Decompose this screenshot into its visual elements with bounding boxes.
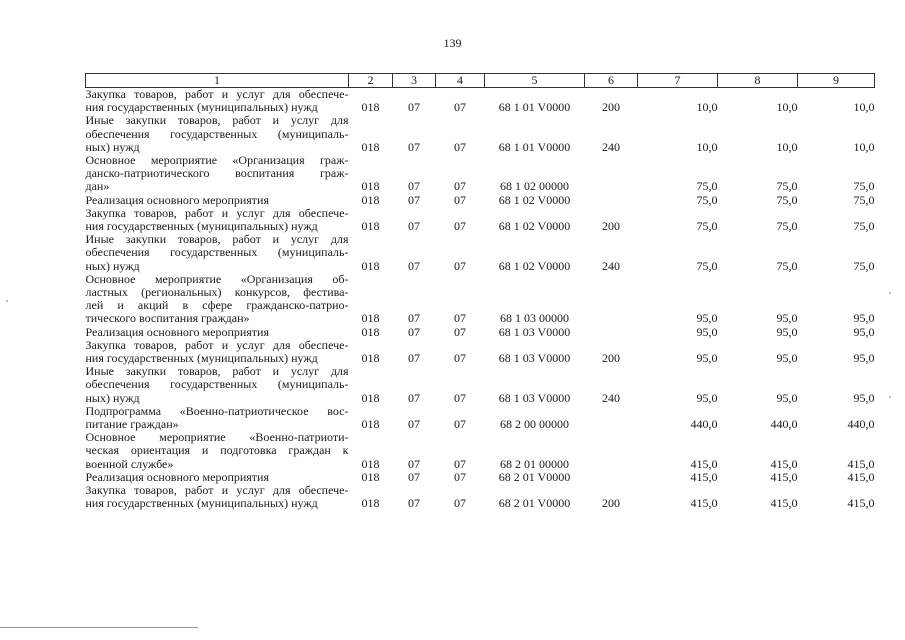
expense-type-cell xyxy=(585,273,638,326)
item-name-line: Основное мероприятие «Военно-патриоти- xyxy=(85,430,349,445)
expense-type-cell: 200 xyxy=(602,351,620,366)
table-row xyxy=(86,154,875,194)
ministry-code-cell: 018 xyxy=(361,469,380,484)
ministry-code-cell: 018 xyxy=(361,417,380,432)
target-article-cell: 68 1 02 V0000 xyxy=(498,258,571,273)
amount-col8-cell: 10,0 xyxy=(776,139,798,154)
target-article-cell: 68 1 02 00000 xyxy=(500,179,569,194)
item-name-line: Иные закупки товаров, работ и услуг для xyxy=(85,232,349,247)
item-name-line: Закупка товаров, работ и услуг для обеспече- xyxy=(85,337,349,352)
amount-col9-cell: 95,0 xyxy=(853,311,875,326)
item-name-line: обеспечения государственных (муниципаль- xyxy=(85,377,349,392)
section-code-cell: 07 xyxy=(408,324,420,339)
ministry-code-cell: 018 xyxy=(361,192,380,207)
expense-type-cell: 240 xyxy=(602,258,620,273)
amount-col8-cell: 95,0 xyxy=(776,390,798,405)
target-article-cell: 68 1 01 V0000 xyxy=(498,139,571,154)
table-row xyxy=(86,431,875,471)
expense-type-cell xyxy=(585,471,638,484)
table-row xyxy=(86,233,875,273)
item-name-line: ния государственных (муниципальных) нужд xyxy=(85,496,318,511)
budget-table xyxy=(85,73,875,511)
section-code-cell: 07 xyxy=(408,179,420,194)
item-name-line: Реализация основного мероприятия xyxy=(85,324,269,339)
amount-col9-cell: 440,0 xyxy=(847,417,875,432)
section-code-cell: 07 xyxy=(408,311,420,326)
section-code-cell: 07 xyxy=(408,258,420,273)
expense-type-cell xyxy=(585,431,638,471)
header-cell: 6 xyxy=(585,74,638,88)
item-name-line: Закупка товаров, работ и услуг для обеспече- xyxy=(85,205,349,220)
amount-col8-cell: 75,0 xyxy=(776,179,798,194)
item-name-line: ния государственных (муниципальных) нужд xyxy=(85,100,318,115)
target-article-cell: 68 1 03 V0000 xyxy=(498,351,571,366)
amount-col9-cell: 95,0 xyxy=(853,324,875,339)
section-code-cell: 07 xyxy=(408,456,420,471)
amount-col7-cell: 75,0 xyxy=(696,192,718,207)
subsection-code-cell: 07 xyxy=(454,139,466,154)
subsection-code-cell: 07 xyxy=(454,258,466,273)
table-row xyxy=(86,207,875,233)
section-code-cell: 07 xyxy=(408,417,420,432)
expense-type-cell xyxy=(585,326,638,339)
subsection-code-cell: 07 xyxy=(454,192,466,207)
item-name-line: Реализация основного мероприятия xyxy=(85,192,269,207)
header-cell: 7 xyxy=(638,74,718,88)
header-cell: 9 xyxy=(798,74,875,88)
item-name-line: Основное мероприятие «Организация граж- xyxy=(85,153,349,168)
expense-type-cell: 200 xyxy=(602,496,620,511)
amount-col9-cell: 415,0 xyxy=(847,496,875,511)
item-name-line: обеспечения государственных (муниципаль- xyxy=(85,245,349,260)
subsection-code-cell: 07 xyxy=(454,496,466,511)
scan-artifact-dot xyxy=(889,292,891,294)
item-name-line: Закупка товаров, работ и услуг для обеспече- xyxy=(85,483,349,498)
amount-col7-cell: 75,0 xyxy=(696,179,718,194)
item-name-cell xyxy=(86,405,349,431)
target-article-cell: 68 1 03 V0000 xyxy=(498,324,571,339)
item-name-line: ных) нужд xyxy=(85,139,140,154)
item-name-line: Иные закупки товаров, работ и услуг для xyxy=(85,364,349,379)
item-name-line: ния государственных (муниципальных) нужд xyxy=(85,219,318,234)
item-name-line: ния государственных (муниципальных) нужд xyxy=(85,351,318,366)
expense-type-cell: 240 xyxy=(602,139,620,154)
item-name-cell xyxy=(86,114,349,154)
item-name-cell xyxy=(86,233,349,273)
subsection-code-cell: 07 xyxy=(454,324,466,339)
item-name-cell xyxy=(86,194,349,207)
item-name-line: питание граждан» xyxy=(85,417,179,432)
item-name-line: ных) нужд xyxy=(85,390,140,405)
target-article-cell: 68 2 01 V0000 xyxy=(498,496,571,511)
amount-col7-cell: 95,0 xyxy=(696,390,718,405)
section-code-cell: 07 xyxy=(408,219,420,234)
amount-col7-cell: 10,0 xyxy=(696,139,718,154)
table-header-row xyxy=(86,74,875,88)
amount-col9-cell: 415,0 xyxy=(847,456,875,471)
amount-col7-cell: 10,0 xyxy=(696,100,718,115)
amount-col8-cell: 95,0 xyxy=(776,311,798,326)
item-name-line: ластных (региональных) конкурсов, фестива- xyxy=(85,285,349,300)
scan-artifact-line xyxy=(0,627,198,628)
item-name-line: военной службе» xyxy=(85,456,174,471)
section-code-cell: 07 xyxy=(408,351,420,366)
item-name-line: лей и акций в сфере гражданско-патрио- xyxy=(85,298,349,313)
item-name-line: Реализация основного мероприятия xyxy=(85,469,269,484)
item-name-line: обеспечения государственных (муниципаль- xyxy=(85,126,349,141)
expense-type-cell: 240 xyxy=(602,390,620,405)
table-row xyxy=(86,114,875,154)
amount-col8-cell: 440,0 xyxy=(770,417,798,432)
subsection-code-cell: 07 xyxy=(454,219,466,234)
amount-col8-cell: 75,0 xyxy=(776,219,798,234)
ministry-code-cell: 018 xyxy=(361,179,380,194)
ministry-code-cell: 018 xyxy=(361,456,380,471)
item-name-line: ных) нужд xyxy=(85,258,140,273)
ministry-code-cell: 018 xyxy=(361,311,380,326)
item-name-cell xyxy=(86,431,349,471)
table-row xyxy=(86,339,875,365)
item-name-line: Иные закупки товаров, работ и услуг для xyxy=(85,113,349,128)
ministry-code-cell: 018 xyxy=(361,258,380,273)
subsection-code-cell: 07 xyxy=(454,390,466,405)
target-article-cell: 68 2 01 V0000 xyxy=(498,469,571,484)
table-row xyxy=(86,405,875,431)
item-name-line: ческая ориентация и подготовка граждан к xyxy=(85,443,349,458)
amount-col9-cell: 75,0 xyxy=(853,219,875,234)
target-article-cell: 68 2 01 00000 xyxy=(500,456,569,471)
amount-col7-cell: 95,0 xyxy=(696,324,718,339)
item-name-cell xyxy=(86,326,349,339)
scan-artifact-dot xyxy=(889,396,891,398)
section-code-cell: 07 xyxy=(408,100,420,115)
amount-col7-cell: 95,0 xyxy=(696,351,718,366)
header-cell: 1 xyxy=(86,74,349,88)
ministry-code-cell: 018 xyxy=(361,351,380,366)
item-name-cell xyxy=(86,273,349,326)
item-name-line: Основное мероприятие «Организация об- xyxy=(85,271,349,286)
item-name-cell xyxy=(86,88,349,115)
item-name-line: дан» xyxy=(85,179,110,194)
amount-col9-cell: 75,0 xyxy=(853,179,875,194)
target-article-cell: 68 1 03 00000 xyxy=(500,311,569,326)
amount-col9-cell: 95,0 xyxy=(853,351,875,366)
item-name-cell xyxy=(86,365,349,405)
section-code-cell: 07 xyxy=(408,469,420,484)
section-code-cell: 07 xyxy=(408,139,420,154)
target-article-cell: 68 1 02 V0000 xyxy=(498,219,571,234)
subsection-code-cell: 07 xyxy=(454,469,466,484)
expense-type-cell xyxy=(585,405,638,431)
expense-type-cell: 200 xyxy=(602,100,620,115)
amount-col7-cell: 75,0 xyxy=(696,219,718,234)
amount-col9-cell: 10,0 xyxy=(853,139,875,154)
amount-col8-cell: 95,0 xyxy=(776,324,798,339)
subsection-code-cell: 07 xyxy=(454,417,466,432)
target-article-cell: 68 1 01 V0000 xyxy=(498,100,571,115)
item-name-line: тического воспитания граждан» xyxy=(85,311,250,326)
ministry-code-cell: 018 xyxy=(361,390,380,405)
amount-col8-cell: 75,0 xyxy=(776,258,798,273)
item-name-cell xyxy=(86,339,349,365)
target-article-cell: 68 1 03 V0000 xyxy=(498,390,571,405)
table-row xyxy=(86,88,875,115)
table-row xyxy=(86,273,875,326)
scan-artifact-dot xyxy=(6,300,8,302)
amount-col7-cell: 95,0 xyxy=(696,311,718,326)
amount-col8-cell: 75,0 xyxy=(776,192,798,207)
amount-col8-cell: 415,0 xyxy=(770,496,798,511)
ministry-code-cell: 018 xyxy=(361,496,380,511)
amount-col7-cell: 415,0 xyxy=(690,456,718,471)
section-code-cell: 07 xyxy=(408,496,420,511)
table-row xyxy=(86,484,875,510)
table-row xyxy=(86,326,875,339)
target-article-cell: 68 2 00 00000 xyxy=(500,417,569,432)
item-name-cell xyxy=(86,484,349,510)
expense-type-cell: 200 xyxy=(602,219,620,234)
amount-col9-cell: 75,0 xyxy=(853,192,875,207)
subsection-code-cell: 07 xyxy=(454,351,466,366)
header-cell: 3 xyxy=(393,74,436,88)
header-cell: 5 xyxy=(485,74,585,88)
item-name-line: Подпрограмма «Военно-патриотическое вос- xyxy=(85,403,349,418)
section-code-cell: 07 xyxy=(408,390,420,405)
amount-col7-cell: 415,0 xyxy=(690,496,718,511)
ministry-code-cell: 018 xyxy=(361,324,380,339)
amount-col9-cell: 95,0 xyxy=(853,390,875,405)
table-body xyxy=(86,88,875,511)
amount-col7-cell: 440,0 xyxy=(690,417,718,432)
amount-col8-cell: 95,0 xyxy=(776,351,798,366)
expense-type-cell xyxy=(585,194,638,207)
item-name-line: данско-патриотического воспитания граж- xyxy=(85,166,349,181)
target-article-cell: 68 1 02 V0000 xyxy=(498,192,571,207)
header-cell: 2 xyxy=(349,74,393,88)
amount-col8-cell: 415,0 xyxy=(770,469,798,484)
item-name-line: Закупка товаров, работ и услуг для обеспече- xyxy=(85,87,349,101)
amount-col7-cell: 75,0 xyxy=(696,258,718,273)
amount-col8-cell: 415,0 xyxy=(770,456,798,471)
item-name-cell xyxy=(86,207,349,233)
table-row xyxy=(86,194,875,207)
header-cell: 8 xyxy=(718,74,798,88)
subsection-code-cell: 07 xyxy=(454,100,466,115)
subsection-code-cell: 07 xyxy=(454,311,466,326)
amount-col8-cell: 10,0 xyxy=(776,100,798,115)
item-name-cell xyxy=(86,154,349,194)
header-cell: 4 xyxy=(436,74,485,88)
page-number: 139 xyxy=(443,36,462,50)
ministry-code-cell: 018 xyxy=(361,139,380,154)
amount-col7-cell: 415,0 xyxy=(690,469,718,484)
ministry-code-cell: 018 xyxy=(361,100,380,115)
subsection-code-cell: 07 xyxy=(454,179,466,194)
amount-col9-cell: 415,0 xyxy=(847,469,875,484)
amount-col9-cell: 10,0 xyxy=(853,100,875,115)
table-row xyxy=(86,365,875,405)
section-code-cell: 07 xyxy=(408,192,420,207)
subsection-code-cell: 07 xyxy=(454,456,466,471)
expense-type-cell xyxy=(585,154,638,194)
ministry-code-cell: 018 xyxy=(361,219,380,234)
amount-col9-cell: 75,0 xyxy=(853,258,875,273)
